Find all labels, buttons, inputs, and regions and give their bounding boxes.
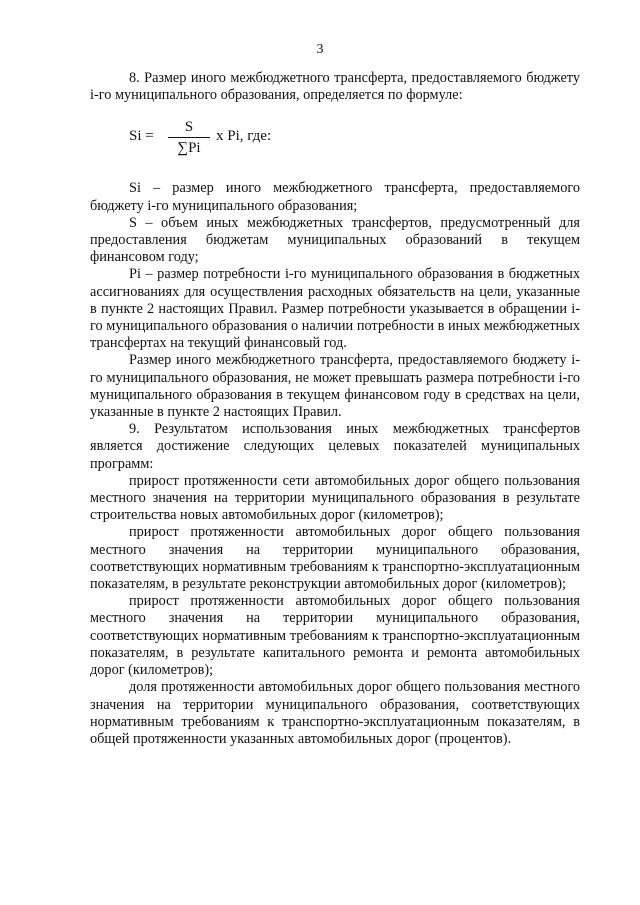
paragraph-8: 8. Размер иного межбюджетного трансферта, предоставляемого бюджету i-го муниципального образования, определяется по формуле: [90, 70, 580, 104]
indicator-2: прирост протяженности автомобильных дорог общего пользования местного значения на территории муниципального образования, соответствующих нормативным требованиям к транспортно-эксплуатационным показателям, в результате реконструкции автомобильных дорог (километров); [90, 524, 580, 593]
paragraph-9: 9. Результатом использования иных межбюджетных трансфертов является достижение следующих целевых показателей муниципальных программ: [90, 421, 580, 472]
definition-pi: Pi – размер потребности i-го муниципального образования в бюджетных ассигнованиях для осуществления расходных обязательств на цели, указанные в пункте 2 настоящих Правил. Размер потребности указывается в обращении i-го муниципального образования о наличии потребности в иных межбюджетных трансфертах на текущий финансовый год. [90, 266, 580, 352]
formula-numerator: S [168, 118, 210, 138]
paragraph-limit: Размер иного межбюджетного трансферта, предоставляемого бюджету i-го муниципального образования, не может превышать размера потребности i-го муниципального образования в текущем финансовом году в средствах на цели, указанные в пункте 2 настоящих Правил. [90, 352, 580, 421]
formula-denominator: ∑Pi [177, 140, 201, 157]
definition-si: Si – размер иного межбюджетного трансферта, предоставляемого бюджету i-го муниципального образования; [90, 180, 580, 214]
formula-rhs: x Pi, где: [216, 128, 272, 145]
document-body [90, 70, 580, 748]
definition-s: S – объем иных межбюджетных трансфертов, предусмотренный для предоставления бюджетам муниципальных образований в текущем финансовом году; [90, 214, 580, 266]
formula-lhs: Si = [129, 128, 154, 145]
formula [90, 110, 580, 170]
page-number: 3 [316, 42, 324, 57]
indicator-1: прирост протяженности сети автомобильных дорог общего пользования местного значения на территории муниципального образования в результате строительства новых автомобильных дорог (километров); [90, 472, 580, 524]
indicator-4: доля протяженности автомобильных дорог общего пользования местного значения на территории муниципального образования, соответствующих нормативным требованиям к транспортно-эксплуатационным показателям, в общей протяженности указанных автомобильных дорог (процентов). [90, 679, 580, 747]
formula-fraction [168, 118, 210, 157]
indicator-3: прирост протяженности автомобильных дорог общего пользования местного значения на территории муниципального образования, соответствующих нормативным требованиям к транспортно-эксплуатационным показателям, в результате капитального ремонта и ремонта автомобильных дорог (километров); [90, 593, 580, 679]
